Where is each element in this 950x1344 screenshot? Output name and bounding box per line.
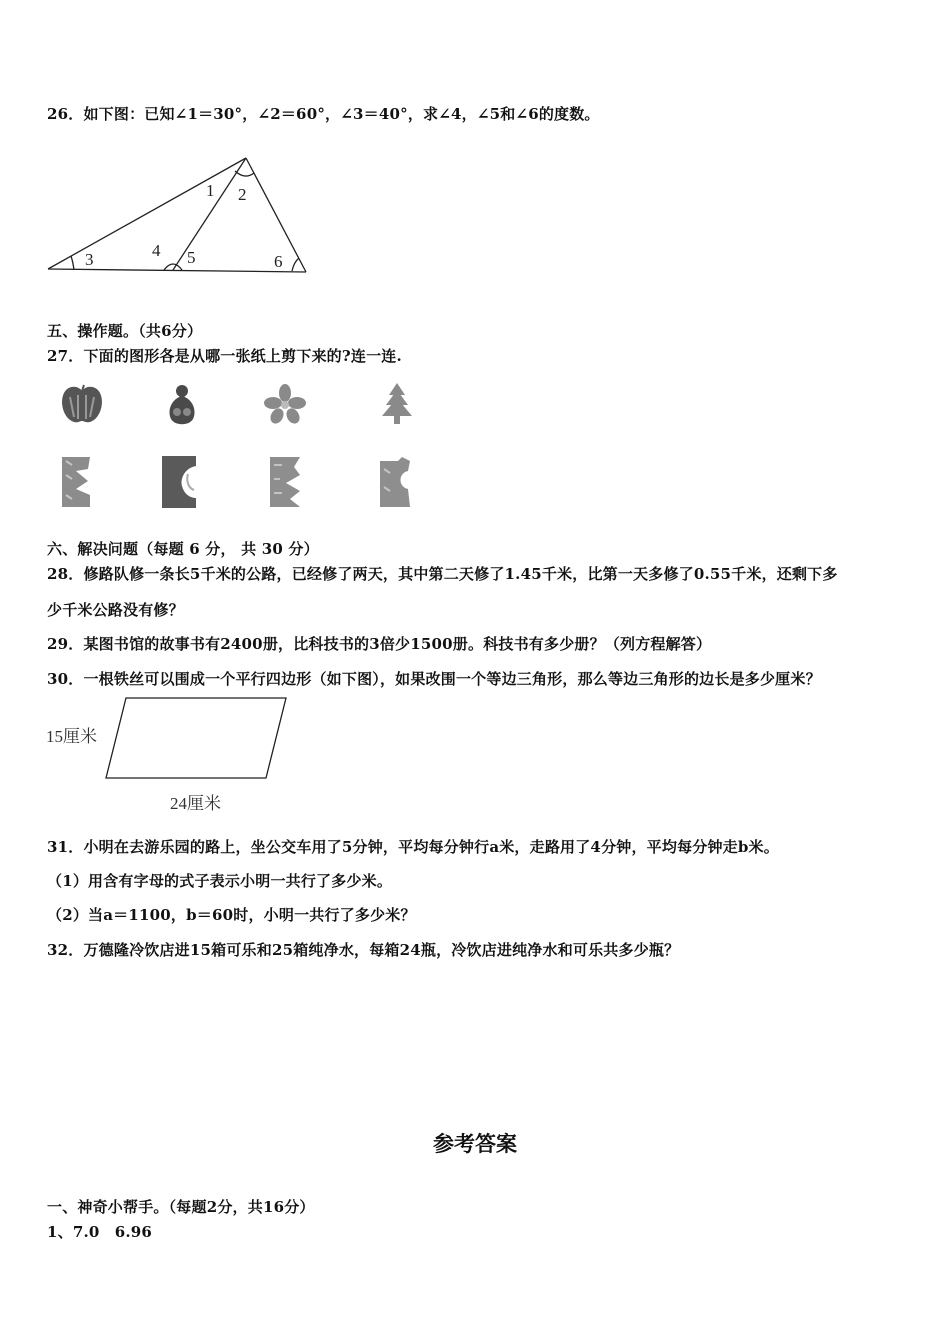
answers-title: 参考答案 xyxy=(433,1132,517,1156)
folded-paper-e-icon xyxy=(60,455,98,510)
q31-part1: （1）用含有字母的式子表示小明一共行了多少米。 xyxy=(47,872,393,890)
angle-label-1: 1 xyxy=(206,181,215,200)
angle-label-2: 2 xyxy=(238,185,247,204)
angle-label-6: 6 xyxy=(274,252,283,271)
answer-1: 1、7.0 6.96 xyxy=(47,1223,153,1241)
q32-text: 32．万德隆冷饮店进15箱可乐和25箱纯净水，每箱24瓶，冷饮店进纯净水和可乐共多少瓶？ xyxy=(47,941,680,959)
apple-cutout-icon xyxy=(58,383,106,425)
base-length-label: 24厘米 xyxy=(170,794,221,813)
answers-section1: 一、神奇小帮手。（每题2分，共16分） xyxy=(47,1198,315,1216)
section6-heading: 六、解决问题（每题 6 分， 共 30 分） xyxy=(47,540,319,558)
angle-arc-3 xyxy=(71,256,74,270)
q29-text: 29．某图书馆的故事书有2400册，比科技书的3倍少1500册。科技书有多少册？（列方程解答） xyxy=(47,635,712,653)
q31-text: 31．小明在去游乐园的路上，坐公交车用了5分钟，平均每分钟行a米，走路用了4分钟，平均每分钟走b米。 xyxy=(47,838,779,856)
q28-text-line2: 少千米公路没有修？ xyxy=(47,601,184,619)
q30-text: 30．一根铁丝可以围成一个平行四边形（如下图），如果改围一个等边三角形，那么等边三角形的边长是多少厘米？ xyxy=(47,670,821,688)
angle-arc-6 xyxy=(292,258,299,271)
parallelogram-shape xyxy=(106,698,286,778)
parallelogram-figure xyxy=(40,690,300,820)
q26-text: 26．如下图：已知∠1＝30°，∠2＝60°，∠3＝40°，求∠4，∠5和∠6的度数。 xyxy=(47,105,600,123)
folded-paper-zigzag-icon xyxy=(268,455,304,510)
q27-text: 27．下面的图形各是从哪一张纸上剪下来的?连一连. xyxy=(47,347,402,365)
flower-cutout-icon xyxy=(262,383,308,425)
gourd-cutout-icon xyxy=(163,381,201,427)
angle-label-5: 5 xyxy=(187,248,196,267)
triangle-inner-line xyxy=(173,158,246,270)
triangle-edge-base xyxy=(48,269,306,272)
tree-cutout-icon xyxy=(377,381,417,429)
angle-label-4: 4 xyxy=(152,241,161,260)
triangle-edge-left xyxy=(48,158,246,269)
folded-paper-c-icon xyxy=(160,454,200,510)
angle-label-3: 3 xyxy=(85,250,94,269)
q28-text-line1: 28．修路队修一条长5千米的公路，已经修了两天，其中第二天修了1.45千米，比第一天多修了0.55千米，还剩下多 xyxy=(47,565,838,583)
side-length-label: 15厘米 xyxy=(46,727,97,746)
angle-arc-12 xyxy=(235,171,254,176)
triangle-figure xyxy=(40,150,320,280)
q31-part2: （2）当a＝1100，b＝60时，小明一共行了多少米？ xyxy=(47,906,416,924)
section5-heading: 五、操作题。（共6分） xyxy=(47,322,203,340)
folded-paper-notch-icon xyxy=(378,455,414,510)
